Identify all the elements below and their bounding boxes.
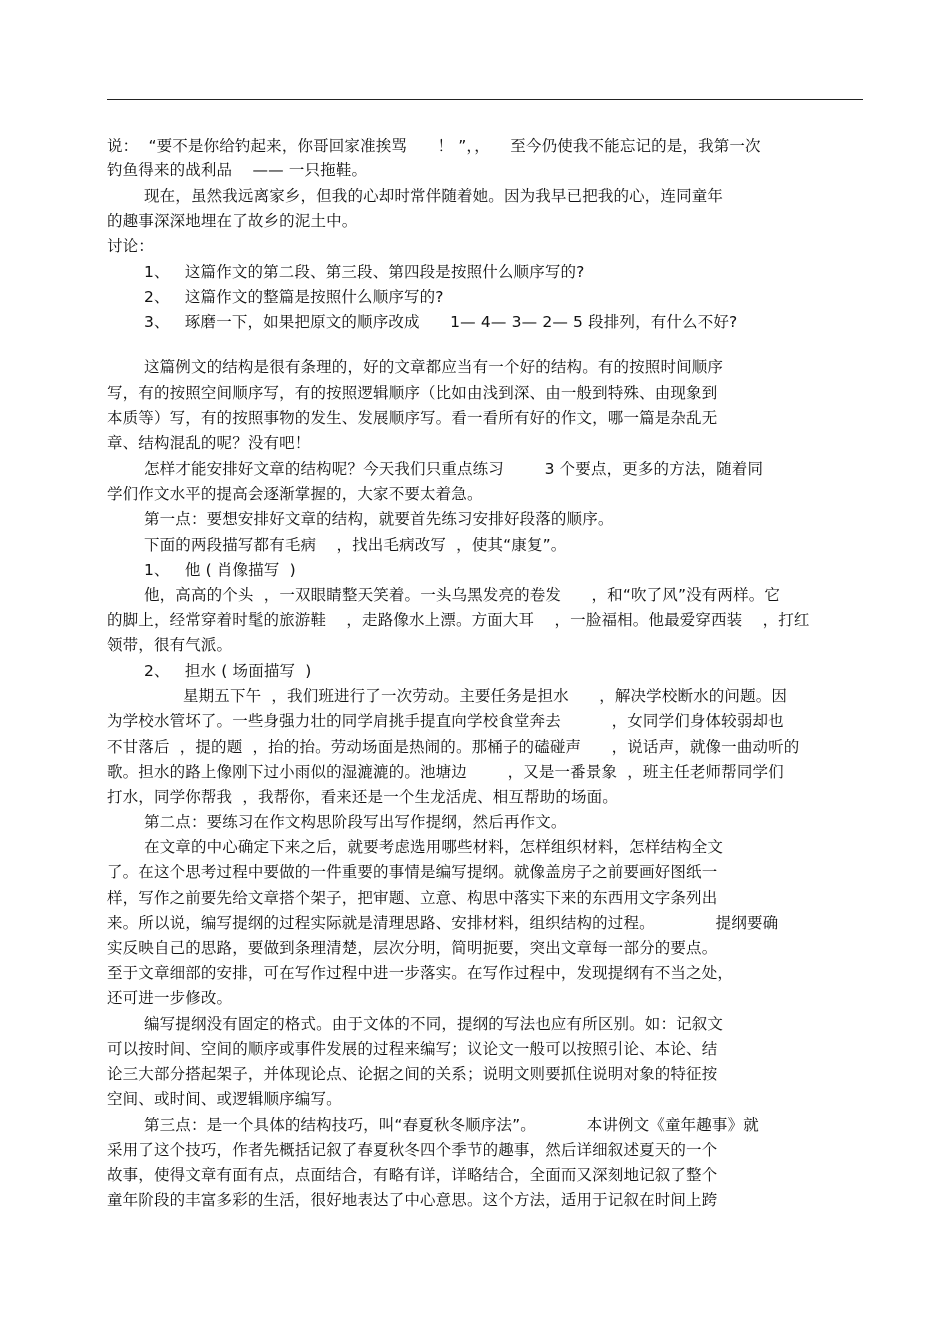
text-line: 童年阶段的丰富多彩的生活，很好地表达了中心意思。这个方法，适用于记叙在时间上跨 xyxy=(107,1191,718,1209)
text-line: 不甘落后 ，提的题 ，抬的抬。劳动场面是热闹的。那桶子的磕碰声 ，说话声，就像一曲动听的 xyxy=(107,738,800,756)
list-item: 2、 担水 ( 场面描写 ) xyxy=(144,662,312,680)
text-line: 在文章的中心确定下来之后，就要考虑选用哪些材料，怎样组织材料，怎样结构全文 xyxy=(144,838,724,856)
text-line: 写，有的按照空间顺序写，有的按照逻辑顺序（比如由浅到深、由一般到特殊、由现象到 xyxy=(107,384,718,402)
text-line: 现在，虽然我远离家乡，但我的心却时常伴随着她。因为我早已把我的心，连同童年 xyxy=(144,187,724,205)
text-line: 的趣事深深地埋在了故乡的泥土中。 xyxy=(107,212,358,230)
text-line: 可以按时间、空间的顺序或事件发展的过程来编写；议论文一般可以按照引论、本论、结 xyxy=(107,1040,718,1058)
text-line: 的脚上，经常穿着时髦的旅游鞋 ，走路像水上漂。方面大耳 ，一脸福相。他最爱穿西装 ，打红 xyxy=(107,611,810,629)
text-line: 章、结构混乱的呢？没有吧！ xyxy=(107,434,311,452)
text-line: 学们作文水平的提高会逐渐掌握的，大家不要太着急。 xyxy=(107,485,483,503)
text-line: 他，高高的个头 ，一双眼睛整天笑着。一头乌黑发亮的卷发 ，和“吹了风”没有两样。它 xyxy=(144,586,781,604)
list-item: 1、 他 ( 肖像描写 ) xyxy=(144,561,296,579)
text-line: 论三大部分搭起架子，并体现论点、论据之间的关系；说明文则要抓住说明对象的特征按 xyxy=(107,1065,718,1083)
text-line: 本质等）写，有的按照事物的发生、发展顺序写。看一看所有好的作文，哪一篇是杂乱无 xyxy=(107,409,718,427)
text-line: 打水，同学你帮我 ，我帮你，看来还是一个生龙活虎、相互帮助的场面。 xyxy=(107,788,618,806)
text-line: 至于文章细部的安排，可在写作过程中进一步落实。在写作过程中，发现提纲有不当之处， xyxy=(107,964,734,982)
text-line: 第一点：要想安排好文章的结构，就要首先练习安排好段落的顺序。 xyxy=(144,510,614,528)
text-line: 故事，使得文章有面有点，点面结合，有略有详，详略结合，全面而又深刻地记叙了整个 xyxy=(107,1166,718,1184)
header-rule xyxy=(107,99,863,100)
section-heading: 讨论： xyxy=(107,237,154,255)
text-line: 说： “要不是你给钓起来，你哥回家准挨骂 ！ ”，， 至今仍使我不能忘记的是，我第一次 xyxy=(107,137,761,155)
text-line: 这篇例文的结构是很有条理的，好的文章都应当有一个好的结构。有的按照时间顺序 xyxy=(144,358,724,376)
text-line: 第二点：要练习在作文构思阶段写出写作提纲，然后再作文。 xyxy=(144,813,567,831)
text-line: 空间、或时间、或逻辑顺序编写。 xyxy=(107,1090,342,1108)
text-line: 下面的两段描写都有毛病 ，找出毛病改写 ，使其“康复”。 xyxy=(144,536,567,554)
text-line: 钓鱼得来的战利品 —— 一只拖鞋。 xyxy=(107,161,368,179)
text-line: 样，写作之前要先给文章搭个架子，把审题、立意、构思中落实下来的东西用文字条列出 xyxy=(107,889,718,907)
list-item: 1、 这篇作文的第二段、第三段、第四段是按照什么顺序写的? xyxy=(144,263,585,281)
text-line: 歌。担水的路上像刚下过小雨似的湿漉漉的。池塘边 ，又是一番景象 ，班主任老师帮同学们 xyxy=(107,763,784,781)
text-line: 星期五下午 ，我们班进行了一次劳动。主要任务是担水 ，解决学校断水的问题。因 xyxy=(183,687,788,705)
text-line: 领带，很有气派。 xyxy=(107,636,233,654)
text-line: 第三点：是一个具体的结构技巧，叫“春夏秋冬顺序法”。 本讲例文《童年趣事》就 xyxy=(144,1116,759,1134)
list-item: 2、 这篇作文的整篇是按照什么顺序写的? xyxy=(144,288,444,306)
text-line: 怎样才能安排好文章的结构呢？今天我们只重点练习 3 个要点，更多的方法，随着同 xyxy=(144,460,764,478)
text-line: 还可进一步修改。 xyxy=(107,989,233,1007)
text-line: 采用了这个技巧，作者先概括记叙了春夏秋冬四个季节的趣事，然后详细叙述夏天的一个 xyxy=(107,1141,718,1159)
text-line: 了。在这个思考过程中要做的一件重要的事情是编写提纲。就像盖房子之前要画好图纸一 xyxy=(107,863,718,881)
text-line: 来。所以说，编写提纲的过程实际就是清理思路、安排材料，组织结构的过程。 提纲要确 xyxy=(107,914,779,932)
text-line: 为学校水管坏了。一些身强力壮的同学肩挑手提直向学校食堂奔去 ，女同学们身体较弱却也 xyxy=(107,712,784,730)
list-item: 3、 琢磨一下，如果把原文的顺序改成 1— 4— 3— 2— 5 段排列，有什么不好? xyxy=(144,313,738,331)
text-line: 实反映自己的思路，要做到条理清楚，层次分明，简明扼要，突出文章每一部分的要点。 xyxy=(107,939,718,957)
text-line: 编写提纲没有固定的格式。由于文体的不同，提纲的写法也应有所区别。如：记叙文 xyxy=(144,1015,724,1033)
